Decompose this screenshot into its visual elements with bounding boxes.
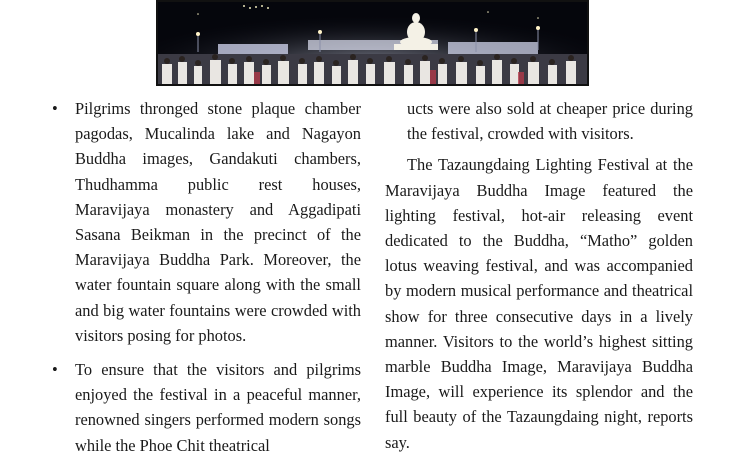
bullet-icon: • [52, 99, 58, 118]
bullet-text: To ensure that the visitors and pilgrims enjoyed the festival in a peaceful manner, renowned singers performed modern songs while the Phoe Chit theatrical [75, 360, 361, 455]
bullet-item [52, 96, 361, 348]
right-column [385, 96, 693, 455]
body-paragraph: The Tazaungdaing Lighting Festival at the Maravijaya Buddha Image featured the lighting festival, hot-air releasing event dedicated to the Buddha, “Matho” golden lotus weaving festival, and was accompanied by modern musical performance and theatrical show for three consecutive days in a lively manner. Visitors to the world’s highest sitting marble Buddha Image, Maravijaya Buddha Image, will experience its splendor and the full beauty of the Tazaungdaing night, reports say. [385, 155, 693, 452]
festival-photo [156, 0, 589, 86]
festival-night-photo-icon [158, 2, 587, 84]
bullet-item [52, 357, 361, 458]
left-column [52, 96, 361, 467]
bullet-icon: • [52, 360, 58, 380]
continued-text: ucts were also sold at cheaper price during the festival, crowded with visitors. [407, 99, 693, 144]
bullet-text: Pilgrims thronged stone plaque chamber pagodas, Mucalinda lake and Nagayon Buddha images, Gandakuti chambers, Thudhamma public rest houses, Maravijaya monastery and Aggadipati Sasana Beikman in the precinct of the Maravijaya Buddha Park. Moreover, the water fountain square along with the small and big water fountains were crowded with visitors posing for photos. [75, 99, 361, 345]
